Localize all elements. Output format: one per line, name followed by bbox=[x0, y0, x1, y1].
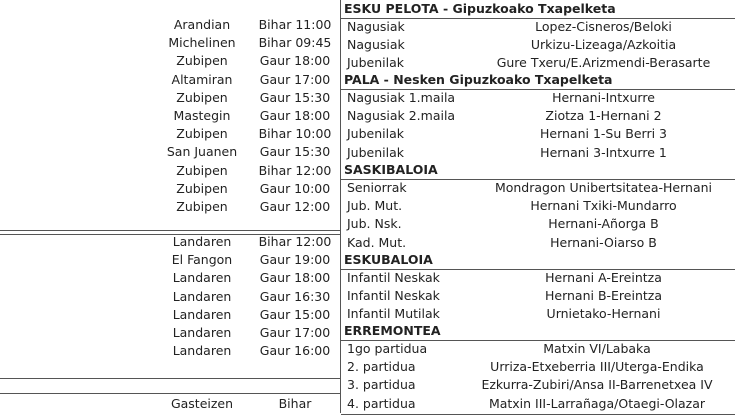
venue: Zubipen bbox=[176, 162, 228, 178]
match-row bbox=[341, 179, 735, 197]
category: Infantil Neskak bbox=[347, 288, 440, 304]
schedule-row bbox=[0, 306, 340, 324]
schedule-row bbox=[0, 269, 340, 287]
match-time: Bihar 12:00 bbox=[258, 234, 332, 249]
venue: Zubipen bbox=[176, 126, 228, 142]
match-time: Gaur 16:30 bbox=[259, 288, 331, 304]
schedule-row bbox=[0, 324, 340, 342]
match-time: Gaur 10:00 bbox=[259, 180, 331, 196]
match-row bbox=[341, 395, 735, 413]
schedule-row bbox=[0, 143, 340, 161]
match-time: Bihar 10:00 bbox=[258, 126, 332, 142]
match-row bbox=[341, 197, 735, 215]
category: 3. partidua bbox=[347, 377, 416, 393]
venue: Zubipen bbox=[176, 89, 228, 105]
category: 1go partidua bbox=[347, 341, 428, 356]
category: Nagusiak 2.maila bbox=[347, 108, 456, 124]
schedule-row bbox=[0, 342, 340, 360]
category: Seniorrak bbox=[347, 180, 407, 195]
schedule-row bbox=[0, 107, 340, 125]
category: Infantil Mutilak bbox=[347, 306, 440, 322]
schedule-row bbox=[0, 180, 340, 198]
schedule-row bbox=[0, 233, 340, 251]
schedule-row bbox=[0, 16, 340, 34]
schedule-row bbox=[0, 162, 340, 180]
match-teams: Matxin VI/Labaka bbox=[543, 341, 651, 356]
category: Jubenilak bbox=[347, 55, 405, 71]
match-time: Gaur 12:00 bbox=[259, 199, 331, 214]
match-time: Gaur 16:00 bbox=[259, 343, 331, 359]
match-row bbox=[341, 269, 735, 287]
left-schedule bbox=[0, 0, 340, 413]
venue: Landaren bbox=[172, 234, 232, 249]
category: Infantil Neskak bbox=[347, 270, 440, 285]
schedule-row bbox=[0, 288, 340, 306]
venue: Gasteizen bbox=[170, 396, 234, 411]
match-time: Bihar bbox=[278, 396, 312, 411]
match-time: Gaur 17:00 bbox=[259, 71, 331, 87]
match-teams: Lopez-Cisneros/Beloki bbox=[535, 19, 672, 34]
category: Jubenilak bbox=[347, 126, 405, 142]
venue: Michelinen bbox=[168, 35, 236, 51]
row-divider bbox=[0, 230, 340, 231]
schedule-row bbox=[0, 125, 340, 143]
schedule-row bbox=[0, 198, 340, 216]
schedule-row bbox=[0, 89, 340, 107]
match-teams: Ziotza 1-Hernani 2 bbox=[545, 108, 662, 124]
venue: Landaren bbox=[172, 270, 232, 286]
category: Nagusiak bbox=[347, 19, 405, 34]
match-time: Gaur 19:00 bbox=[259, 252, 331, 268]
venue: San Juanen bbox=[166, 144, 238, 160]
match-teams: Hernani B-Ereintza bbox=[544, 288, 663, 304]
match-time: Gaur 15:30 bbox=[259, 89, 331, 105]
match-row bbox=[341, 234, 735, 252]
venue: Zubipen bbox=[176, 199, 228, 214]
venue: El Fangon bbox=[171, 252, 233, 268]
category: 2. partidua bbox=[347, 359, 416, 375]
schedule-row bbox=[0, 34, 340, 52]
category: Jub. Mut. bbox=[347, 198, 403, 214]
match-teams: Hernani Txiki-Mundarro bbox=[530, 198, 677, 214]
match-time: Bihar 11:00 bbox=[258, 17, 332, 32]
match-row bbox=[341, 18, 735, 36]
venue: Landaren bbox=[172, 288, 232, 304]
venue: Arandian bbox=[173, 17, 231, 32]
match-row bbox=[341, 125, 735, 143]
venue: Landaren bbox=[172, 343, 232, 359]
match-row bbox=[341, 358, 735, 376]
section-title-saskibaloia: SASKIBALOIA bbox=[341, 161, 735, 179]
match-time: Gaur 15:30 bbox=[259, 144, 331, 160]
match-time: Gaur 18:00 bbox=[259, 108, 331, 123]
match-time: Gaur 15:00 bbox=[259, 306, 331, 322]
match-teams: Hernani 1-Su Berri 3 bbox=[540, 126, 667, 142]
venue: Landaren bbox=[172, 306, 232, 322]
match-teams: Hernani-Añorga B bbox=[548, 216, 659, 232]
match-row bbox=[341, 376, 735, 394]
category: Kad. Mut. bbox=[347, 234, 407, 250]
match-row bbox=[341, 144, 735, 162]
right-schedule bbox=[341, 0, 735, 413]
match-row bbox=[341, 54, 735, 72]
match-row bbox=[341, 287, 735, 305]
category: Nagusiak bbox=[347, 37, 405, 53]
schedule-row bbox=[0, 71, 340, 89]
match-time: Gaur 18:00 bbox=[259, 270, 331, 286]
category: 4. partidua bbox=[347, 395, 416, 411]
match-teams: Urkizu-Lizeaga/Azkoitia bbox=[530, 37, 677, 53]
category: Nagusiak 1.maila bbox=[347, 90, 456, 105]
match-time: Bihar 09:45 bbox=[258, 35, 332, 51]
schedule-row bbox=[0, 52, 340, 70]
match-teams: Hernani 3-Intxurre 1 bbox=[540, 144, 667, 160]
match-teams: Hernani A-Ereintza bbox=[545, 270, 662, 285]
schedule-row bbox=[0, 251, 340, 269]
match-teams: Hernani-Oiarso B bbox=[550, 234, 657, 250]
match-time: Gaur 18:00 bbox=[259, 53, 331, 69]
match-time: Gaur 17:00 bbox=[259, 325, 331, 340]
match-row bbox=[341, 36, 735, 54]
section-title-erremontea: ERREMONTEA bbox=[341, 322, 735, 340]
venue: Zubipen bbox=[176, 53, 228, 69]
match-time: Bihar 12:00 bbox=[258, 162, 332, 178]
category: Jub. Nsk. bbox=[347, 216, 402, 232]
match-teams: Matxin III-Larrañaga/Otaegi-Olazar bbox=[488, 395, 706, 411]
match-row bbox=[341, 107, 735, 125]
venue: Zubipen bbox=[176, 180, 228, 196]
match-row bbox=[341, 89, 735, 107]
section-title-esku-pelota: ESKU PELOTA - Gipuzkoako Txapelketa bbox=[341, 0, 735, 18]
row-divider bbox=[0, 393, 340, 394]
schedule-footer-row bbox=[0, 395, 340, 413]
match-teams: Urnietako-Hernani bbox=[546, 306, 661, 322]
match-row bbox=[341, 340, 735, 358]
match-teams: Gure Txeru/E.Arizmendi-Berasarte bbox=[496, 55, 711, 71]
venue: Altamiran bbox=[171, 71, 233, 87]
match-teams: Urriza-Etxeberria III/Uterga-Endika bbox=[490, 359, 704, 375]
match-teams: Hernani-Intxurre bbox=[552, 90, 655, 105]
match-teams: Mondragon Unibertsitatea-Hernani bbox=[494, 180, 713, 195]
section-title-pala: PALA - Nesken Gipuzkoako Txapelketa bbox=[341, 71, 735, 89]
venue: Mastegin bbox=[173, 108, 231, 123]
match-row bbox=[341, 305, 735, 323]
match-row bbox=[341, 215, 735, 233]
category: Jubenilak bbox=[347, 144, 405, 160]
match-teams: Ezkurra-Zubiri/Ansa II-Barrenetxea IV bbox=[481, 377, 713, 393]
venue: Landaren bbox=[172, 325, 232, 340]
row-divider bbox=[0, 378, 340, 379]
section-title-eskubaloia: ESKUBALOIA bbox=[341, 251, 735, 269]
